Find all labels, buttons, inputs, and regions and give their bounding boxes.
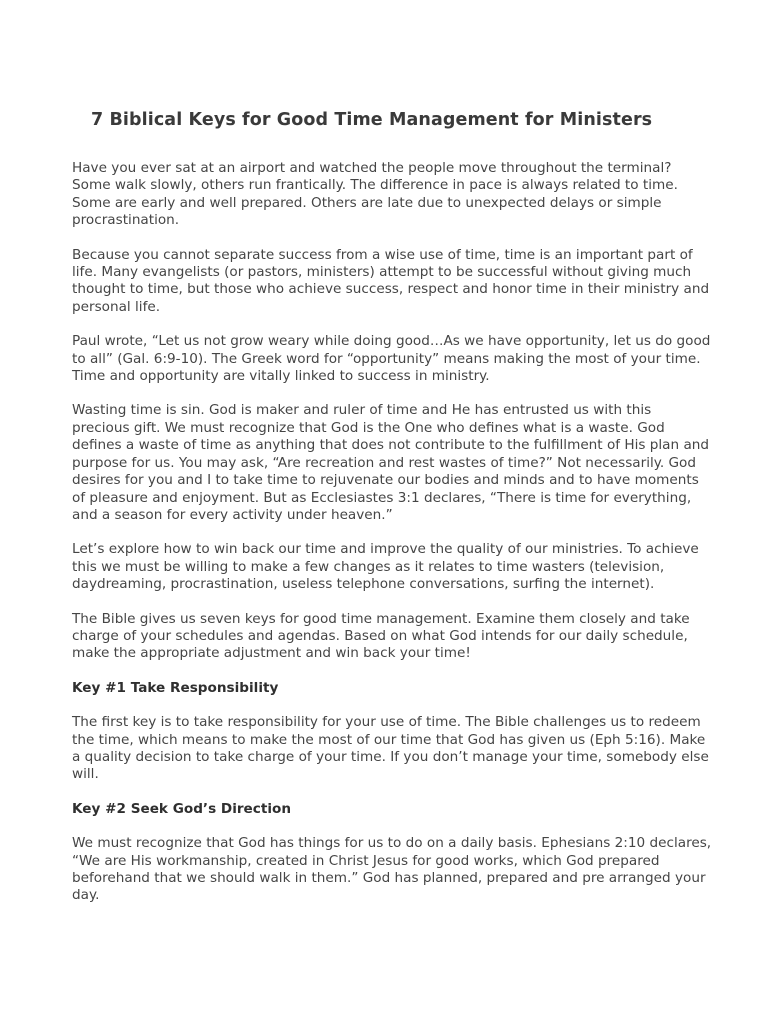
heading-key-2: Key #2 Seek God’s Direction <box>72 800 292 817</box>
paragraph-success: Because you cannot separate success from a wise use of time, time is an important part of life. Many evangelists (or pastors, ministers) attempt to be successful without giving much thought to time, but those who achieve success, respect and honor time in their ministry and personal life. <box>72 246 710 315</box>
paragraph-key-2: We must recognize that God has things for us to do on a daily basis. Ephesians 2:10 declares, “We are His workmanship, created in Christ Jesus for good works, which God prepared beforehand that we should walk in them.” God has planned, prepared and pre arranged your day. <box>72 835 712 904</box>
heading-key-1: Key #1 Take Responsibility <box>72 679 279 696</box>
document-page <box>72 108 712 922</box>
paragraph-airport: Have you ever sat at an airport and watched the people move throughout the terminal? Some walk slowly, others run frantically. The difference in pace is always related to time. Some are early and well prepared. Others are late due to unexpected delays or simple procrastination. <box>72 160 678 229</box>
document-title: 7 Biblical Keys for Good Time Management for Ministers <box>91 110 653 130</box>
paragraph-paul: Paul wrote, “Let us not grow weary while doing good…As we have opportunity, let us do good to all” (Gal. 6:9-10). The Greek word for “opportunity” means making the most of your time. Time and opportunity are vitally linked to success in ministry. <box>72 333 711 385</box>
paragraph-explore: Let’s explore how to win back our time and improve the quality of our ministries. To achieve this we must be willing to make a few changes as it relates to time wasters (television, daydreaming, procrastination, useless telephone conversations, surfing the internet). <box>72 541 699 593</box>
paragraph-seven-keys: The Bible gives us seven keys for good time management. Examine them closely and take charge of your schedules and agendas. Based on what God intends for our daily schedule, make the appropriate adjustment and win back your time! <box>72 610 690 662</box>
paragraph-wasting-time: Wasting time is sin. God is maker and ruler of time and He has entrusted us with this precious gift. We must recognize that God is the One who defines what is a waste. God defines a waste of time as anything that does not contribute to the fulfillment of His plan and purpose for us. You may ask, “Are recreation and rest wastes of time?” Not necessarily. God desires for you and I to take time to rejuvenate our bodies and minds and to have moments of pleasure and enjoyment. But as Ecclesiastes 3:1 declares, “There is time for everything, and a season for every activity under heaven.” <box>72 402 710 523</box>
paragraph-key-1: The first key is to take responsibility for your use of time. The Bible challenges us to redeem the time, which means to make the most of our time that God has given us (Eph 5:16). Make a quality decision to take charge of your time. If you don’t manage your time, somebody else will. <box>72 714 709 783</box>
